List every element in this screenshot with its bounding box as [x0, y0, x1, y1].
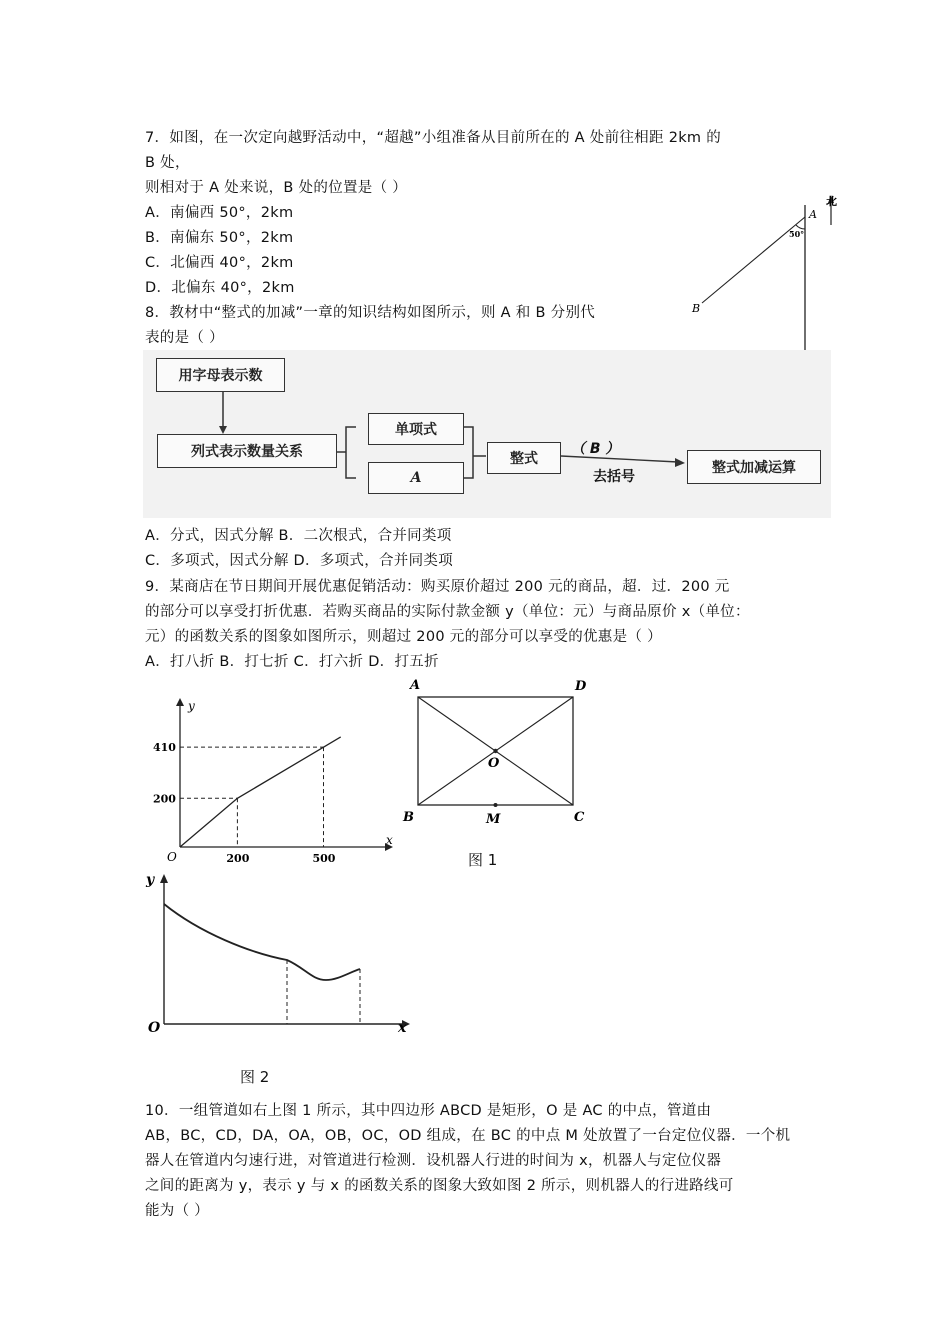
arrow-label-b: （ B ）: [571, 441, 620, 457]
q10-line2: AB，BC，CD，DA，OA，OB，OC，OD 组成，在 BC 的中点 M 处放置了一台定位仪器．一个机: [145, 1128, 791, 1144]
q8-options-row1: A．分式，因式分解 B．二次根式，合并同类项: [145, 528, 452, 544]
label-b: B: [403, 810, 414, 825]
fig1-caption: 图 1: [468, 851, 498, 869]
q9-line3: 元）的函数关系的图象如图所示，则超过 200 元的部分可以享受的优惠是（ ）: [145, 629, 662, 645]
q9-line1: 9．某商店在节日期间开展优惠促销活动：购买原价超过 200 元的商品，超．过．200 元: [145, 579, 730, 595]
distance-curve: [164, 904, 360, 980]
north-label: 北: [826, 195, 837, 208]
point-o: [493, 749, 497, 753]
q8-line2: 表的是（ ）: [145, 330, 224, 346]
origin-label: O: [148, 1020, 161, 1036]
point-m: [494, 803, 498, 807]
label-m: M: [486, 812, 501, 827]
box-letters-represent-numbers: 用字母表示数: [156, 358, 285, 392]
label-d: D: [575, 679, 587, 694]
x-tick-label: 200: [226, 852, 250, 865]
y-tick-label: 200: [153, 792, 176, 806]
q10-line1: 10．一组管道如右上图 1 所示，其中四边形 ABCD 是矩形，O 是 AC 的中点，管道由: [145, 1103, 712, 1119]
y-axis-label: y: [146, 872, 155, 888]
q8-options-row2: C．多项式，因式分解 D．多项式，合并同类项: [145, 553, 453, 569]
origin-label: O: [167, 850, 177, 864]
price-function-line: [180, 737, 341, 847]
q7-option-a: A．南偏西 50°，2km: [145, 205, 294, 221]
y-tick-label: 410: [153, 741, 176, 755]
q10-line3: 器人在管道内匀速行进，对管道进行检测．设机器人行进的时间为 x，机器人与定位仪器: [145, 1153, 722, 1169]
box-monomial: 单项式: [368, 413, 464, 445]
point-a-label: A: [809, 208, 817, 221]
q10-line4: 之间的距离为 y，表示 y 与 x 的函数关系的图象大致如图 2 所示，则机器人的行进路线可: [145, 1178, 734, 1194]
box-addition-subtraction: 整式加减运算: [687, 450, 821, 484]
fig2-distance-graph: [140, 868, 420, 1043]
q7-line2: B 处，: [145, 155, 190, 171]
fig2-caption: 图 2: [240, 1068, 270, 1086]
label-c: C: [574, 810, 585, 825]
y-axis-label: y: [188, 699, 195, 713]
q7-option-b: B．南偏东 50°，2km: [145, 230, 294, 246]
x-tick-label: 500: [312, 852, 336, 865]
box-a: A: [368, 462, 464, 494]
box-polynomial-expression: 整式: [487, 442, 561, 474]
q10-line5: 能为（ ）: [145, 1203, 210, 1219]
q7-direction-figure: [680, 185, 850, 355]
q9-line2: 的部分可以享受打折优惠．若购买商品的实际付款金额 y（单位：元）与商品原价 x（单位：: [145, 604, 750, 620]
fig1-rectangle: [400, 675, 600, 850]
label-a: A: [410, 678, 421, 693]
q9-options: A．打八折 B．打七折 C．打六折 D．打五折: [145, 654, 439, 670]
box-expressions-quantity-relations: 列式表示数量关系: [157, 434, 337, 468]
q7-option-c: C．北偏西 40°，2km: [145, 255, 294, 271]
label-o: O: [488, 756, 500, 771]
q7-line3: 则相对于 A 处来说，B 处的位置是（ ）: [145, 180, 408, 196]
x-axis-label: x: [386, 833, 393, 847]
arrow-label-remove-brackets: 去括号: [593, 469, 635, 485]
x-axis-label: x: [398, 1020, 407, 1036]
q8-line1: 8．教材中“整式的加减”一章的知识结构如图所示，则 A 和 B 分别代: [145, 305, 596, 321]
point-b-label: B: [692, 302, 701, 315]
q9-price-graph: [150, 695, 400, 875]
q7-line1: 7．如图，在一次定向越野活动中，“超越”小组准备从目前所在的 A 处前往相距 2km 的: [145, 130, 722, 146]
angle-label: 50°: [789, 229, 805, 239]
q8-diagram: [143, 350, 831, 518]
q7-option-d: D．北偏东 40°，2km: [145, 280, 295, 296]
